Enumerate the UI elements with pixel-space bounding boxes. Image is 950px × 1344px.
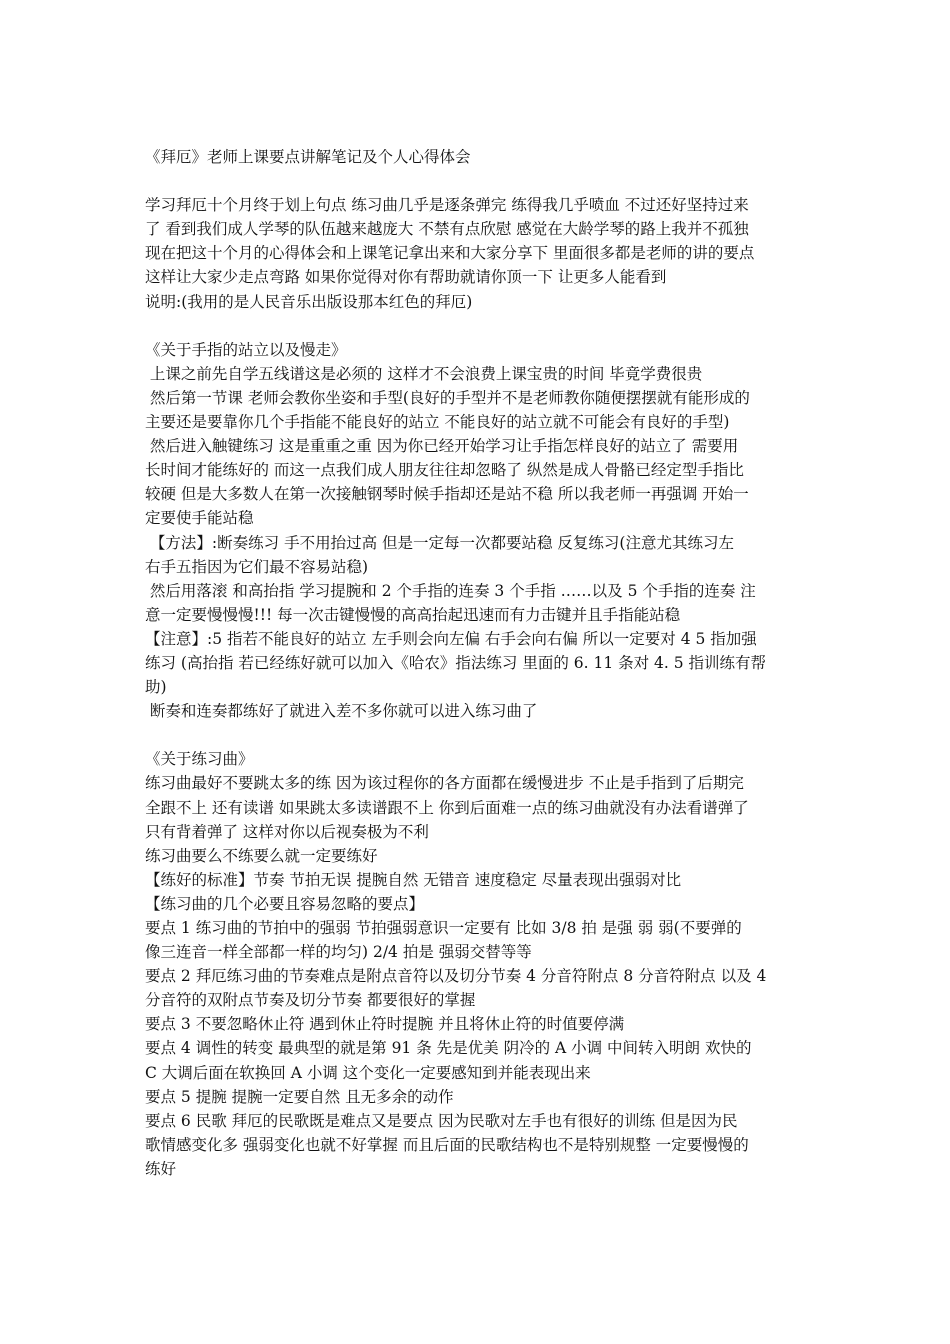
text-line: 练习曲最好不要跳太多的练 因为该过程你的各方面都在缓慢进步 不止是手指到了后期完 — [145, 774, 744, 793]
text-line: 上课之前先自学五线谱这是必须的 这样才不会浪费上课宝贵的时间 毕竟学费很贵 — [145, 364, 703, 383]
text-line: 定要使手能站稳 — [145, 509, 254, 528]
text-line: 歌情感变化多 强弱变化也就不好掌握 而且后面的民歌结构也不是特别规整 一定要慢慢的 — [145, 1135, 749, 1154]
text-line: 较硬 但是大多数人在第一次接触钢琴时候手指却还是站不稳 所以我老师一再强调 开始一 — [145, 485, 749, 504]
text-line: 主要还是要靠你几个手指能不能良好的站立 不能良好的站立就不可能会有良好的手型) — [145, 413, 730, 432]
spacer — [145, 169, 811, 193]
text-line: 要点 3 不要忽略休止符 遇到休止符时提腕 并且将休止符的时值要停满 — [145, 1015, 625, 1034]
text-line: 要点 1 练习曲的节拍中的强弱 节拍强弱意识一定要有 比如 3/8 拍 是强 弱 弱(不要弹的 — [145, 919, 742, 937]
section-body-etudes — [145, 771, 811, 1181]
text-line: 现在把这十个月的心得体会和上课笔记拿出来和大家分享下 里面很多都是老师的讲的要点 — [145, 244, 755, 263]
section-body-finger-standing — [145, 362, 811, 723]
text-line: 【方法】:断奏练习 手不用抬过高 但是一定每一次都要站稳 反复练习(注意尤其练习左 — [145, 533, 734, 552]
text-line: 要点 6 民歌 拜厄的民歌既是难点又是要点 因为民歌对左手也有很好的训练 但是因为民 — [145, 1111, 738, 1130]
text-line: 练习 (高抬指 若已经练好就可以加入《哈农》指法练习 里面的 6. 11 条对 4. 5 指训练有帮 — [145, 653, 767, 672]
text-line: 右手五指因为它们最不容易站稳) — [145, 557, 369, 576]
text-line: 【练好的标准】节奏 节拍无误 提腕自然 无错音 速度稳定 尽量表现出强弱对比 — [145, 870, 682, 889]
text-line: 然后进入触键练习 这是重重之重 因为你已经开始学习让手指怎样良好的站立了 需要用 — [145, 437, 739, 456]
text-line: 练习曲要么不练要么就一定要练好 — [145, 846, 378, 865]
spacer — [145, 723, 811, 747]
text-line: 全跟不上 还有读谱 如果跳太多读谱跟不上 你到后面难一点的练习曲就没有办法看谱弹了 — [145, 798, 749, 817]
text-line: 然后用落滚 和高抬指 学习提腕和 2 个手指的连奏 3 个手指 ……以及 5 个手指的连奏 注 — [145, 581, 756, 600]
text-line: 助) — [145, 678, 167, 697]
text-line: 要点 5 提腕 提腕一定要自然 且无多余的动作 — [145, 1087, 454, 1106]
text-line: 这样让大家少走点弯路 如果你觉得对你有帮助就请你顶一下 让更多人能看到 — [145, 268, 667, 287]
text-line: 学习拜厄十个月终于划上句点 练习曲几乎是逐条弹完 练得我几乎喷血 不过还好坚持过来 — [145, 196, 749, 215]
text-line: 要点 4 调性的转变 最典型的就是第 91 条 先是优美 阴冷的 A 小调 中间转入明朗 欢快的 — [145, 1039, 752, 1058]
text-line: C 大调后面在软换回 A 小调 这个变化一定要感知到并能表现出来 — [145, 1063, 591, 1082]
intro-paragraph — [145, 193, 811, 313]
text-line: 只有背着弹了 这样对你以后视奏极为不利 — [145, 822, 429, 841]
text-line: 然后第一节课 老师会教你坐姿和手型(良好的手型并不是老师教你随便摆摆就有能形成的 — [145, 388, 750, 407]
text-line: 长时间才能练好的 而这一点我们成人朋友往往却忽略了 纵然是成人骨骼已经定型手指比 — [145, 461, 744, 480]
spacer — [145, 314, 811, 338]
text-line: 像三连音一样全部都一样的均匀) 2/4 拍是 强弱交替等等 — [145, 943, 532, 962]
text-line: 练好 — [145, 1159, 177, 1178]
text-line: 分音符的双附点节奏及切分节奏 都要很好的掌握 — [145, 991, 476, 1010]
text-line: 【练习曲的几个必要且容易忽略的要点】 — [145, 894, 425, 913]
text-line: 【注意】:5 指若不能良好的站立 左手则会向左偏 右手会向右偏 所以一定要对 4 5 指加强 — [145, 629, 757, 648]
document-page — [145, 145, 811, 1181]
section-heading-etudes: 《关于练习曲》 — [145, 750, 254, 769]
document-title: 《拜厄》老师上课要点讲解笔记及个人心得体会 — [145, 148, 471, 166]
text-line: 断奏和连奏都练好了就进入差不多你就可以进入练习曲了 — [145, 702, 538, 721]
section-heading-finger-standing: 《关于手指的站立以及慢走》 — [145, 340, 347, 359]
text-line: 了 看到我们成人学琴的队伍越来越庞大 不禁有点欣慰 感觉在大龄学琴的路上我并不孤独 — [145, 220, 749, 239]
text-line: 说明:(我用的是人民音乐出版设那本红色的拜厄) — [145, 292, 473, 311]
text-line: 要点 2 拜厄练习曲的节奏难点是附点音符以及切分节奏 4 分音符附点 8 分音符附点 以及 4 — [145, 967, 767, 986]
text-line: 意一定要慢慢慢!!! 每一次击键慢慢的高高抬起迅速而有力击键并且手指能站稳 — [145, 605, 681, 624]
